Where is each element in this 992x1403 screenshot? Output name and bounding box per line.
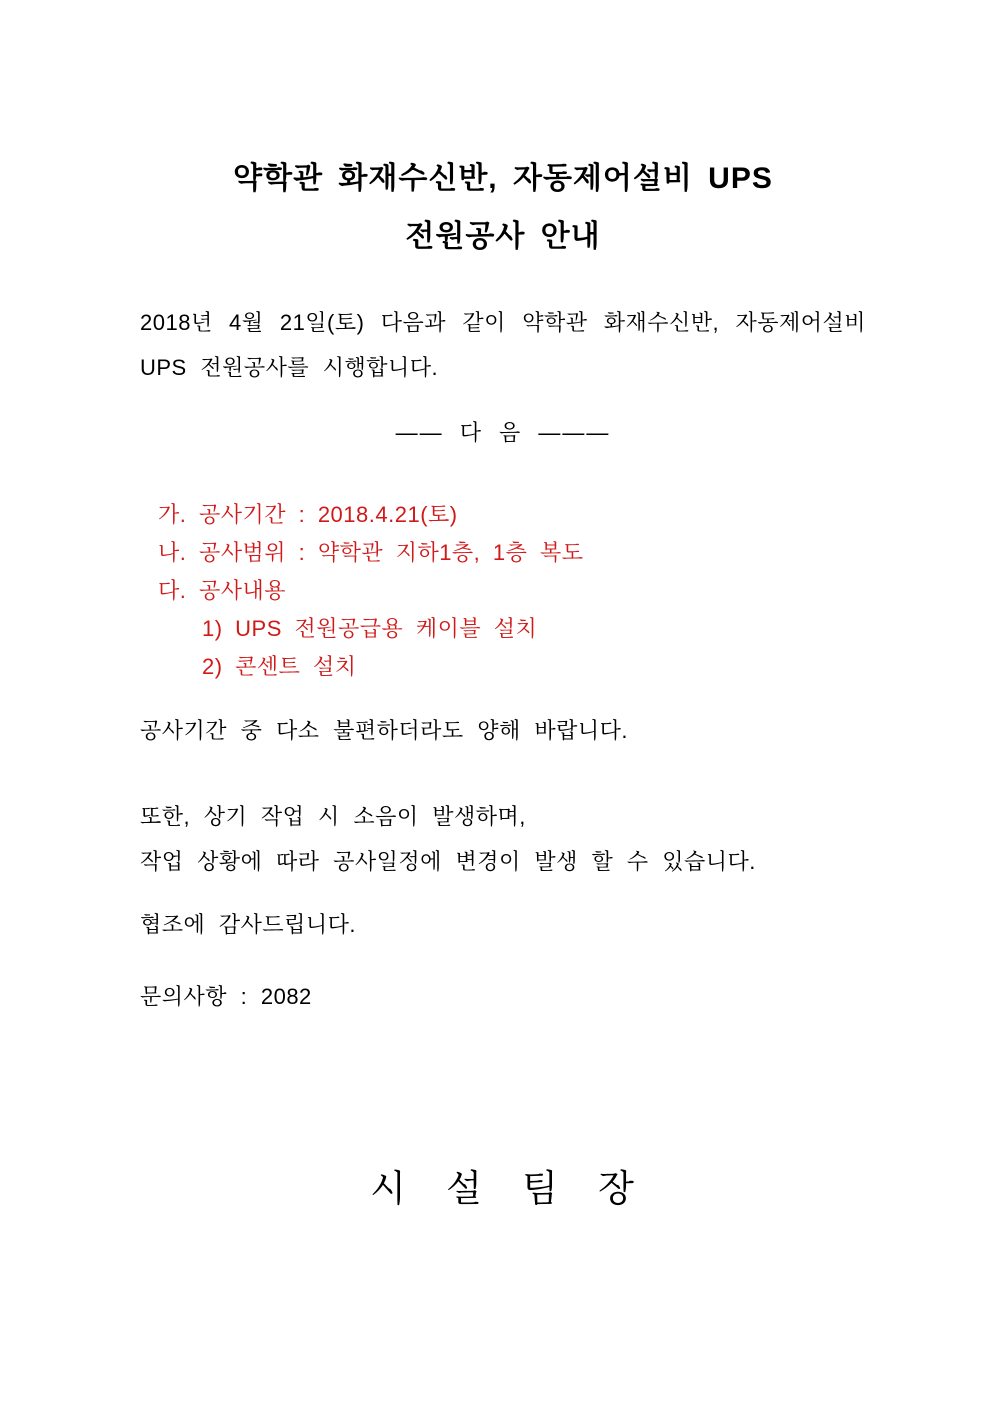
list-subitem-outlet: 2) 콘센트 설치 — [202, 654, 357, 679]
closing-paragraph-2-line-2: 작업 상황에 따라 공사일정에 변경이 발생 할 수 있습니다. — [140, 849, 756, 874]
signature-facility-team-leader: 시 설 팀 장 — [370, 1168, 636, 1209]
notice-list — [140, 496, 866, 686]
intro-paragraph: 2018년 4월 21일(토) 다음과 같이 약학관 화재수신반, 자동제어설비 UPS 전원공사를 시행합니다. — [140, 310, 866, 380]
page-title-line-1: 약학관 화재수신반, 자동제어설비 UPS — [233, 162, 773, 195]
list-subitem-ups-cable: 1) UPS 전원공급용 케이블 설치 — [202, 616, 538, 641]
contact-line: 문의사항 : 2082 — [140, 984, 312, 1009]
closing-paragraph-3: 협조에 감사드립니다. — [140, 912, 356, 937]
closing-paragraph-2-line-1: 또한, 상기 작업 시 소음이 발생하며, — [140, 804, 526, 829]
list-item-construction-content: 다. 공사내용 — [158, 578, 286, 603]
page-title — [140, 150, 866, 266]
page-title-line-2: 전원공사 안내 — [405, 220, 601, 253]
list-item-construction-period: 가. 공사기간 : 2018.4.21(토) — [158, 502, 458, 527]
closing-paragraph-2 — [140, 794, 866, 884]
closing-paragraph-1: 공사기간 중 다소 불편하더라도 양해 바랍니다. — [140, 718, 628, 743]
section-divider: —— 다 음 ——— — [395, 420, 611, 445]
list-item-construction-scope: 나. 공사범위 : 약학관 지하1층, 1층 복도 — [158, 540, 584, 565]
